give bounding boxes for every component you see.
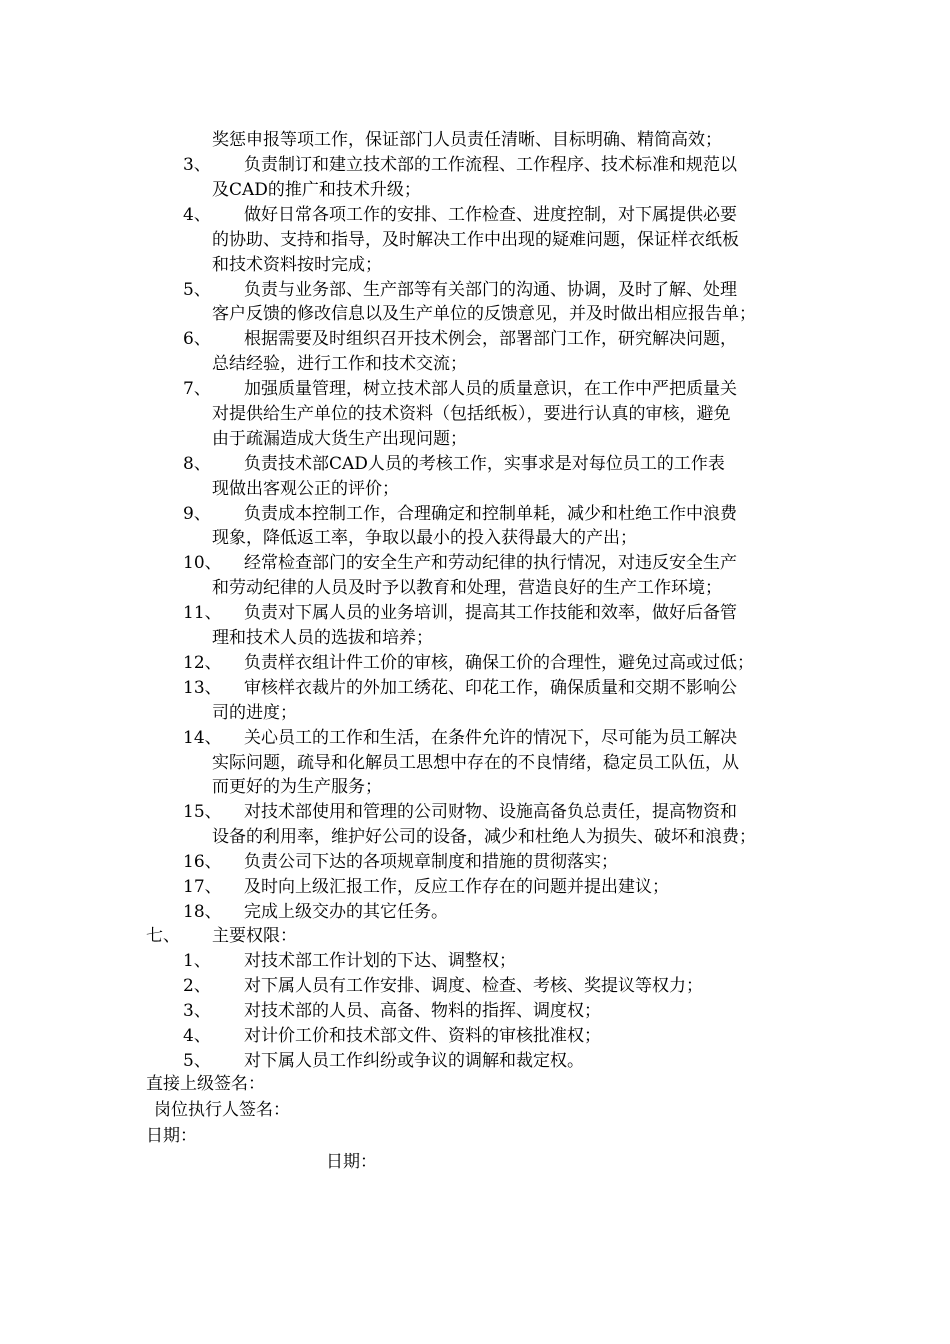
duty-item-number: 12、 [183,653,222,673]
duty-item-text-line: 负责技术部CAD人员的考核工作，实事求是对每位员工的工作表 [244,454,725,474]
date-label-second: 日期： [326,1152,377,1172]
duty-item-text-line: 根据需要及时组织召开技术例会，部署部门工作，研究解决问题， [244,329,737,349]
date-label: 日期： [146,1126,197,1146]
duty-item-text-line: 对提供给生产单位的技术资料（包括纸板），要进行认真的审核，避免 [212,404,731,424]
duty-item-number: 15、 [183,802,222,822]
duty-item-text-line: 审核样衣裁片的外加工绣花、印花工作，确保质量和交期不影响公 [244,678,737,698]
duty-item-text-line: 关心员工的工作和生活，在条件允许的情况下，尽可能为员工解决 [244,728,737,748]
duty-item-number: 9、 [183,504,211,524]
authority-item-number: 3、 [183,1001,211,1021]
duty-item-text-line: 经常检查部门的安全生产和劳动纪律的执行情况，对违反安全生产 [244,553,737,573]
authority-section-title: 主要权限： [212,926,297,946]
authority-section-number: 七、 [146,926,180,946]
duty-item-number: 5、 [183,280,211,300]
duty-item-text-line: 设备的利用率，维护好公司的设备，减少和杜绝人为损失、破坏和浪费； [212,827,756,847]
duty-item-number: 6、 [183,329,211,349]
duty-item-number: 7、 [183,379,211,399]
duty-item-number: 14、 [183,728,222,748]
duty-item-text-line: 及CAD的推广和技术升级； [212,180,421,200]
duty-item-text-line: 负责制订和建立技术部的工作流程、工作程序、技术标准和规范以 [244,155,737,175]
duty-item-text-line: 负责与业务部、生产部等有关部门的沟通、协调，及时了解、处理 [244,280,737,300]
duty-item-text-line: 完成上级交办的其它任务。 [244,902,448,922]
duty-item-text-line: 现象，降低返工率，争取以最小的投入获得最大的产出； [212,528,637,548]
duty-item-text-line: 和技术资料按时完成； [212,255,382,275]
supervisor-signature-label: 直接上级签名： [146,1074,265,1094]
duty-item-number: 16、 [183,852,222,872]
duty-item-number: 4、 [183,205,211,225]
duty-item-text-line: 负责成本控制工作，合理确定和控制单耗，减少和杜绝工作中浪费 [244,504,737,524]
duty-item-number: 17、 [183,877,222,897]
duty-item-text-line: 现做出客观公正的评价； [212,479,399,499]
duty-item-text-line: 负责公司下达的各项规章制度和措施的贯彻落实； [244,852,618,872]
duty-item-text-line: 实际问题，疏导和化解员工思想中存在的不良情绪，稳定员工队伍，从 [212,753,739,773]
authority-item-number: 4、 [183,1026,211,1046]
duty-item-text-line: 和劳动纪律的人员及时予以教育和处理，营造良好的生产工作环境； [212,578,722,598]
duty-item-text-line: 负责样衣组计件工价的审核，确保工价的合理性，避免过高或过低； [244,653,754,673]
authority-item-text: 对技术部的人员、高备、物料的指挥、调度权； [244,1001,601,1021]
duty-item-text-line: 总结经验，进行工作和技术交流； [212,354,467,374]
duty-item-text-line: 对技术部使用和管理的公司财物、设施高备负总责任，提高物资和 [244,802,737,822]
authority-item-number: 2、 [183,976,211,996]
duty-item-text-line: 加强质量管理，树立技术部人员的质量意识，在工作中严把质量关 [244,379,737,399]
duty-item-number: 10、 [183,553,222,573]
duty-item-text-line: 客户反馈的修改信息以及生产单位的反馈意见，并及时做出相应报告单； [212,304,756,324]
authority-item-number: 1、 [183,951,211,971]
duty-item-text-line: 及时向上级汇报工作，反应工作存在的问题并提出建议； [244,877,669,897]
duty-item-number: 8、 [183,454,211,474]
executor-signature-label: 岗位执行人签名： [154,1100,290,1120]
duty-item-text-line: 司的进度； [212,703,297,723]
duty-item-number: 3、 [183,155,211,175]
duty-item-text-line: 负责对下属人员的业务培训，提高其工作技能和效率，做好后备管 [244,603,737,623]
duty-item-text-line: 做好日常各项工作的安排、工作检查、进度控制，对下属提供必要 [244,205,737,225]
duty-2-continuation: 奖惩申报等项工作，保证部门人员责任清晰、目标明确、精简高效； [212,130,722,150]
authority-item-text: 对计价工价和技术部文件、资料的审核批准权； [244,1026,601,1046]
duty-item-text-line: 而更好的为生产服务； [212,777,382,797]
duty-item-text-line: 的协助、支持和指导，及时解决工作中出现的疑难问题，保证样衣纸板 [212,230,739,250]
duty-item-number: 13、 [183,678,222,698]
authority-item-text: 对下属人员有工作安排、调度、检查、考核、奖提议等权力； [244,976,703,996]
duty-item-text-line: 由于疏漏造成大货生产出现问题； [212,429,467,449]
authority-item-number: 5、 [183,1051,211,1071]
duty-item-number: 18、 [183,902,222,922]
duty-item-text-line: 理和技术人员的选拔和培养； [212,628,433,648]
authority-item-text: 对下属人员工作纠纷或争议的调解和裁定权。 [244,1051,584,1071]
duty-item-number: 11、 [183,603,222,623]
authority-item-text: 对技术部工作计划的下达、调整权； [244,951,516,971]
